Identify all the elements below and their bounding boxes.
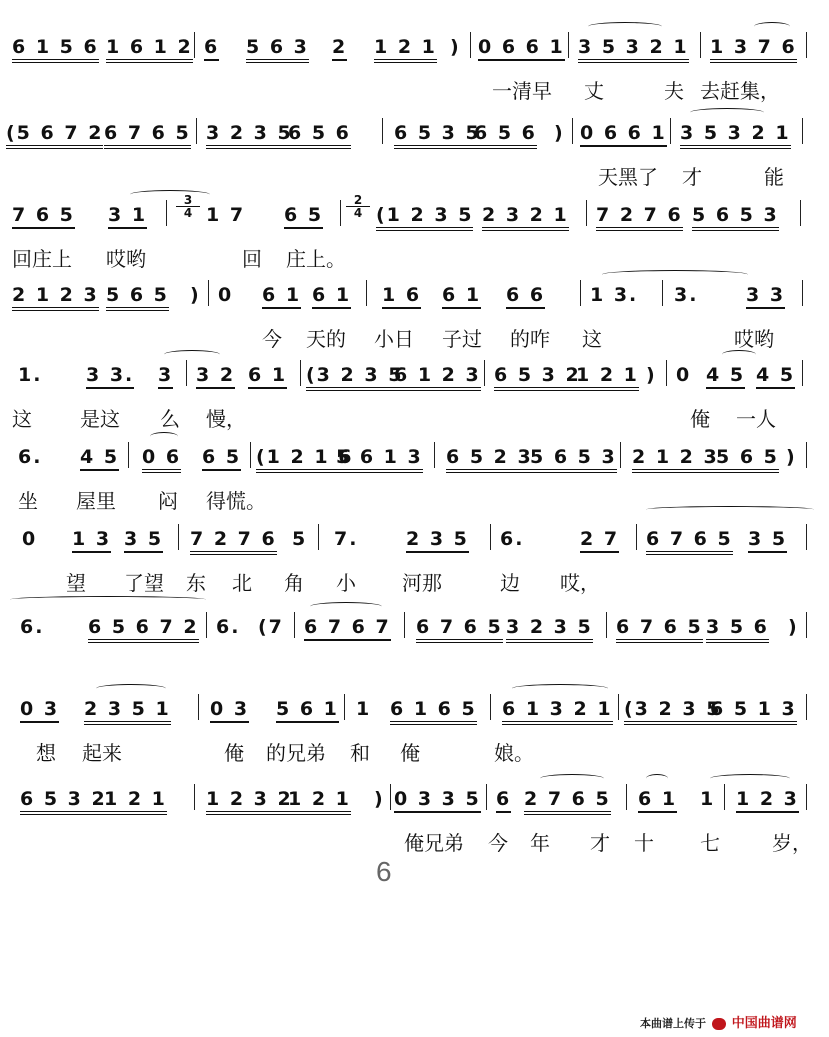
lyric: 今 [488, 831, 508, 855]
paren-close: ) [786, 446, 797, 468]
lyric: 东 [186, 571, 206, 595]
lyric: 的兄弟 [266, 741, 326, 765]
barline [802, 118, 803, 144]
note-group: 0 3 3 5 [394, 788, 481, 813]
lyric: 小日 [374, 327, 414, 351]
paren-close: ) [788, 616, 799, 638]
note-group: 6 7 6 7 [304, 616, 391, 641]
note-group: 5 6 5 3 [530, 446, 617, 473]
slur [722, 350, 756, 359]
barline [806, 694, 807, 720]
paren-close: ) [450, 36, 461, 58]
barline [128, 442, 129, 468]
barline [620, 442, 621, 468]
slur [646, 506, 814, 513]
note-group: 6. [500, 528, 525, 550]
paren-close: ) [190, 284, 201, 306]
notation-line [10, 438, 815, 478]
note-group: 6 5 1 3 [710, 698, 797, 725]
note-group: 1 3 [72, 528, 111, 553]
slur [690, 108, 764, 117]
notation-line [6, 114, 815, 154]
note-group: 6 1 [638, 788, 677, 813]
lyrics-line [10, 830, 815, 860]
barline [626, 784, 627, 810]
note-group: 3 2 3 5 [506, 616, 593, 643]
note-group: 6 5 3 2 [20, 788, 107, 815]
lyric: 边 [500, 571, 520, 595]
note-group: 6 5 2 3 [446, 446, 533, 473]
note-group: 5 [292, 528, 308, 550]
note-group: 5 6 1 [276, 698, 339, 723]
barline [724, 784, 725, 810]
barline [618, 694, 619, 720]
note-group: 5 6 3 [246, 36, 309, 63]
barline [186, 360, 187, 386]
note-group: 6 5 3 2 [494, 364, 581, 391]
note-group: 2 1 2 3 [12, 284, 99, 311]
lyric: 和 [350, 741, 370, 765]
lyrics-line [10, 78, 815, 108]
note-group: 0 [218, 284, 234, 306]
lyric: 屋里 [76, 489, 116, 513]
note-group: 1 7 [206, 204, 246, 226]
barline [580, 280, 581, 306]
note-group: 6 7 6 5 [416, 616, 503, 643]
note-group: 1 6 1 2 [106, 36, 193, 63]
time-signature: $\frac{3}{4}$ [176, 194, 200, 219]
note-group: 0 3 [210, 698, 249, 723]
note-group: 6 1 [248, 364, 287, 389]
barline [178, 524, 179, 550]
lyric: 哎哟 [734, 327, 774, 351]
note-group: 4 5 [706, 364, 745, 389]
note-group: 1 2 1 [576, 364, 639, 391]
barline [434, 442, 435, 468]
note-group: 6 1 5 6 [12, 36, 99, 63]
note-group: 6 1 3 2 1 [502, 698, 613, 725]
lyric: 的咋 [510, 327, 550, 351]
slur [646, 774, 668, 783]
lyrics-line [10, 740, 815, 770]
lyric: 丈 [584, 79, 604, 103]
note-group: 6 5 3 5 [394, 122, 481, 149]
lyric: 才 [590, 831, 610, 855]
lyric: 天的 [306, 327, 346, 351]
barline [166, 200, 167, 226]
lyric: 子过 [442, 327, 482, 351]
barline [662, 280, 663, 306]
barline [568, 32, 569, 58]
barline [382, 118, 383, 144]
barline [806, 524, 807, 550]
barline [340, 200, 341, 226]
notation-line [10, 520, 815, 560]
site-logo-icon [712, 1018, 726, 1030]
barline [636, 524, 637, 550]
note-group: 6. [216, 616, 241, 638]
note-group: 0 6 6 1 [478, 36, 565, 61]
barline [318, 524, 319, 550]
note-group: (1 2 3 5 [376, 204, 473, 231]
slur [602, 270, 748, 279]
note-group: 1 2 3 2 [206, 788, 293, 815]
slur [96, 684, 166, 693]
time-signature: $\frac{2}{4}$ [346, 194, 370, 219]
lyric: 这 [12, 407, 32, 431]
note-group: 1 3. [590, 284, 639, 306]
lyric: 俺 [690, 407, 710, 431]
lyric: 俺 [400, 741, 420, 765]
lyric: 得慌。 [206, 489, 266, 513]
note-group: 2 [332, 36, 347, 61]
barline [366, 280, 367, 306]
barline [390, 784, 391, 810]
barline [806, 32, 807, 58]
barline [344, 694, 345, 720]
note-group: 5 6 1 3 [336, 446, 423, 473]
notation-line [10, 276, 815, 316]
upload-footer [640, 1012, 797, 1031]
note-group: 6 5 6 [474, 122, 537, 149]
note-group: 5 6 5 [716, 446, 779, 473]
lyric: 夫 [664, 79, 684, 103]
lyric: 才 [682, 165, 702, 189]
barline [806, 442, 807, 468]
note-group: 4 5 [80, 446, 119, 471]
note-group: 3 5 3 2 1 [680, 122, 791, 149]
note-group: 3. [674, 284, 699, 306]
barline [606, 612, 607, 638]
barline [802, 280, 803, 306]
slur [512, 684, 608, 693]
note-group: 1 2 3 [736, 788, 799, 813]
note-group: 1 2 1 [288, 788, 351, 815]
note-group: 3 [158, 364, 173, 389]
footer-site-name[interactable]: 中国曲谱网 [731, 1016, 797, 1031]
lyric: 坐 [18, 489, 38, 513]
barline [198, 694, 199, 720]
barline [802, 360, 803, 386]
paren-close: ) [554, 122, 565, 144]
barline [700, 32, 701, 58]
lyric: 回 [242, 247, 262, 271]
barline [196, 118, 197, 144]
note-group: 4 5 [756, 364, 795, 389]
barline [470, 32, 471, 58]
lyric: 回庄上 [12, 247, 72, 271]
slur [310, 602, 382, 611]
note-group: 5 6 5 [106, 284, 169, 311]
barline [206, 612, 207, 638]
note-group: 6 1 2 3 [394, 364, 481, 391]
lyric: 哎， [560, 571, 600, 595]
slur [10, 596, 206, 603]
lyric: 北 [232, 571, 252, 595]
note-group: 6 5 [202, 446, 241, 471]
barline [666, 360, 667, 386]
lyric: 七 [700, 831, 720, 855]
lyric: 去赶集， [700, 79, 780, 103]
barline [294, 612, 295, 638]
lyrics-line [10, 406, 815, 436]
lyrics-line [10, 326, 815, 356]
note-group: 3 3. [86, 364, 134, 389]
note-group: 6 5 6 [288, 122, 351, 149]
note-group: 1. [18, 364, 43, 386]
slur [710, 774, 790, 783]
lyric: 一清早 [492, 79, 552, 103]
note-group: 2 7 [580, 528, 619, 553]
slur [130, 190, 210, 199]
lyric: 望 [66, 571, 86, 595]
note-group: 1 3 7 6 [710, 36, 797, 63]
barline [250, 442, 251, 468]
lyric: 今 [262, 327, 282, 351]
note-group: 3 5 3 2 1 [578, 36, 689, 63]
lyric: 慢， [206, 407, 246, 431]
note-group: 6 6 [506, 284, 545, 309]
note-group: 1 [700, 788, 716, 810]
slur [754, 22, 790, 31]
notation-line [10, 690, 815, 730]
note-group: 7 6 5 [12, 204, 75, 229]
lyric: 了望 [124, 571, 164, 595]
barline [194, 32, 195, 58]
note-group: 0 6 6 1 [580, 122, 667, 147]
lyric: 俺兄弟 [404, 831, 464, 855]
barline [194, 784, 195, 810]
footer-text: 本曲谱上传于 [640, 1017, 706, 1030]
barline [490, 524, 491, 550]
note-group: 3 5 6 [706, 616, 769, 643]
note-group: 6 7 6 5 [104, 122, 191, 149]
note-group: 0 6 [142, 446, 181, 473]
note-group: 6 5 [284, 204, 323, 229]
slur [540, 774, 604, 783]
note-group: 7 2 7 6 [596, 204, 683, 231]
note-group: 3 2 [196, 364, 235, 389]
notation-line [10, 28, 815, 68]
note-group: 2 3 2 1 [482, 204, 569, 231]
notation-line [10, 608, 815, 648]
note-group: 0 [22, 528, 38, 550]
lyrics-line [10, 164, 815, 194]
note-group: 6 [496, 788, 511, 813]
notation-line [10, 780, 815, 820]
lyric: 河那 [402, 571, 442, 595]
note-group: 7 2 7 6 [190, 528, 277, 555]
note-group: (3 2 3 5 [306, 364, 403, 391]
note-group: 6 1 [312, 284, 351, 309]
barline [806, 784, 807, 810]
barline [486, 784, 487, 810]
note-group: (5 6 7 2 [6, 122, 103, 149]
lyric: 角 [284, 571, 304, 595]
note-group: 1 [356, 698, 372, 720]
note-group: 2 1 2 3 [632, 446, 719, 473]
note-group: (3 2 3 5 [624, 698, 721, 725]
note-group: 6. [18, 446, 43, 468]
note-group: 6. [20, 616, 45, 638]
lyric: 一人 [736, 407, 776, 431]
note-group: (7 [258, 616, 284, 638]
slur [150, 432, 178, 441]
lyric: 岁， [772, 831, 812, 855]
barline [490, 694, 491, 720]
slur [588, 22, 662, 31]
note-group: 6 1 [262, 284, 301, 309]
note-group: 6 [204, 36, 219, 61]
lyric: 么 [160, 407, 180, 431]
notation-line [10, 356, 815, 396]
note-group: 2 7 6 5 [524, 788, 611, 815]
note-group: 1 6 [382, 284, 421, 309]
note-group: 2 3 5 [406, 528, 469, 553]
note-group: 6 7 6 5 [616, 616, 703, 643]
paren-close: ) [374, 788, 385, 810]
barline [586, 200, 587, 226]
barline [484, 360, 485, 386]
lyric: 俺 [224, 741, 244, 765]
note-group: (1 2 1 6 [256, 446, 353, 473]
note-group: 2 3 5 1 [84, 698, 171, 725]
note-group: 3 5 [124, 528, 163, 553]
note-group: 1 2 1 [374, 36, 437, 63]
barline [300, 360, 301, 386]
lyric: 庄上。 [286, 247, 346, 271]
note-group: 7. [334, 528, 359, 550]
page-number: 6 [376, 856, 392, 887]
lyric: 起来 [82, 741, 122, 765]
lyric: 能 [764, 165, 784, 189]
lyric: 这 [582, 327, 602, 351]
note-group: 3 5 [748, 528, 787, 553]
note-group: 6 1 6 5 [390, 698, 477, 725]
barline [800, 200, 801, 226]
lyric: 闷 [158, 489, 178, 513]
lyric: 娘。 [494, 741, 534, 765]
lyric: 年 [530, 831, 550, 855]
notation-line [10, 193, 815, 236]
note-group: 3 2 3 5 [206, 122, 293, 149]
note-group: 6 5 6 7 2 [88, 616, 199, 643]
note-group: 0 [676, 364, 692, 386]
paren-close: ) [646, 364, 657, 386]
barline [806, 612, 807, 638]
lyric: 十 [634, 831, 654, 855]
note-group: 5 6 5 3 [692, 204, 779, 231]
note-group: 1 2 1 [104, 788, 167, 815]
lyric: 想 [36, 741, 56, 765]
lyric: 天黑了 [598, 165, 658, 189]
note-group: 3 3 [746, 284, 785, 309]
note-group: 0 3 [20, 698, 59, 723]
barline [404, 612, 405, 638]
lyric: 小 [336, 571, 356, 595]
note-group: 6 7 6 5 [646, 528, 733, 555]
barline [572, 118, 573, 144]
note-group: 6 1 [442, 284, 481, 309]
slur [164, 350, 220, 359]
barline [208, 280, 209, 306]
lyrics-line [10, 488, 815, 518]
lyric: 是这 [80, 407, 120, 431]
note-group: 3 1 [108, 204, 147, 229]
lyric: 哎哟 [106, 247, 146, 271]
barline [670, 118, 671, 144]
